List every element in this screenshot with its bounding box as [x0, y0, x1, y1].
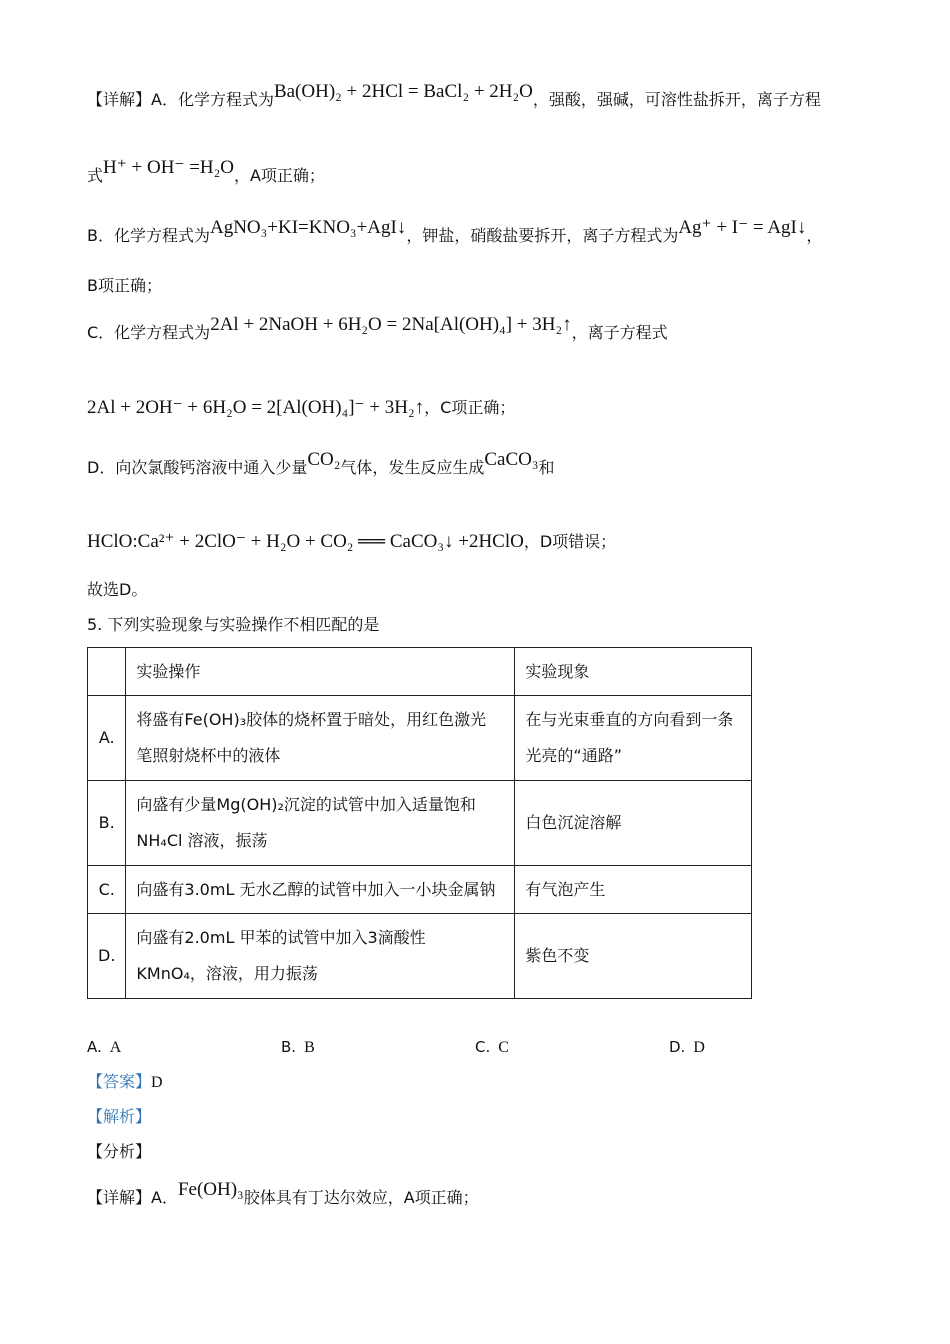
header-phenomenon: 实验现象	[515, 648, 752, 696]
row-option: D.	[88, 914, 126, 999]
equation-a: Ba(OH)₂ + 2HCl = BaCl₂ + 2H₂O	[273, 81, 533, 102]
choice-label: A.	[87, 1038, 102, 1056]
table-row	[88, 781, 752, 866]
explanation-b2-line: B项正确；	[87, 276, 162, 295]
choice-b	[281, 1038, 315, 1057]
explanation-c-line	[87, 314, 668, 343]
explanation-a-line	[87, 81, 821, 110]
equation-c: 2Al + 2NaOH + 6H₂O = 2Na[Al(OH)₄] + 3H₂↑	[210, 314, 572, 335]
choice-value: B	[304, 1039, 315, 1056]
table-row	[88, 866, 752, 914]
row-option: A.	[88, 696, 126, 781]
row-operation: 向盛有3.0mL 无水乙醇的试管中加入一小块金属钠	[126, 866, 515, 914]
explanation-b-prefix: B．化学方程式为	[87, 226, 210, 245]
table-row	[88, 696, 752, 781]
explanation-d2-suffix: ，D项错误；	[523, 532, 617, 551]
fenxi-label: 【分析】	[87, 1142, 152, 1161]
explanation-a2-prefix: 式	[87, 166, 104, 185]
detail-prefix: 【详解】A．	[87, 1188, 178, 1207]
explanation-d-prefix: D．向次氯酸钙溶液中通入少量	[87, 458, 308, 477]
row-option: B.	[88, 781, 126, 866]
explanation-c2-suffix: ，C项正确；	[424, 398, 516, 417]
choice-d	[669, 1038, 705, 1057]
row-operation-line: 笔照射烧杯中的液体	[136, 746, 281, 765]
conclusion-text: 故选D。	[87, 580, 148, 599]
row-phenomenon-line: 在与光束垂直的方向看到一条	[525, 710, 734, 729]
formula-co2: CO₂	[307, 449, 341, 470]
row-phenomenon	[515, 696, 752, 781]
table-row	[88, 914, 752, 999]
equation-d: HClO:Ca²⁺ + 2ClO⁻ + H₂O + CO₂ ══ CaCO₃↓ +2HClO	[87, 531, 524, 552]
equation-b-ionic: Ag⁺ + I⁻ = AgI↓	[678, 217, 807, 238]
table-header-row	[88, 648, 752, 696]
row-operation-line: 向盛有少量Mg(OH)₂沉淀的试管中加入适量饱和	[136, 795, 476, 814]
choice-value: A	[109, 1039, 122, 1056]
header-empty-cell	[88, 648, 126, 696]
row-phenomenon-line: 光亮的“通路”	[525, 746, 622, 765]
answer-label: 【答案】	[87, 1072, 152, 1091]
explanation-c2-line	[87, 398, 515, 418]
answer-value: D	[151, 1074, 163, 1091]
choice-value: C	[498, 1039, 509, 1056]
choice-c	[475, 1038, 509, 1057]
row-operation	[126, 914, 515, 999]
row-operation-line: 向盛有2.0mL 甲苯的试管中加入3滴酸性	[136, 928, 426, 947]
row-phenomenon: 紫色不变	[515, 914, 752, 999]
choice-label: B.	[281, 1038, 297, 1056]
equation-b: AgNO₃+KI=KNO₃+AgI↓	[209, 217, 407, 238]
choice-value: D	[693, 1039, 705, 1056]
explanation-c-suffix: ，离子方程式	[571, 323, 668, 342]
choice-label: C.	[475, 1038, 491, 1056]
analysis-label: 【解析】	[87, 1107, 152, 1126]
header-operation: 实验操作	[126, 648, 515, 696]
row-operation-line: KMnO₄，溶液，用力振荡	[136, 964, 318, 983]
explanation-d-line	[87, 449, 555, 478]
explanation-b-mid: ，钾盐，硝酸盐要拆开，离子方程式为	[406, 226, 679, 245]
row-operation	[126, 696, 515, 781]
detail-line	[87, 1179, 479, 1208]
explanation-d-suffix: 和	[538, 458, 555, 477]
explanation-d-mid: 气体，发生反应生成	[340, 458, 485, 477]
experiment-table	[87, 647, 752, 999]
row-operation-line: NH₄Cl 溶液，振荡	[136, 831, 268, 850]
choice-a	[87, 1038, 121, 1057]
row-operation	[126, 781, 515, 866]
explanation-b-line	[87, 217, 823, 246]
explanation-a-prefix: 【详解】A．化学方程式为	[87, 90, 274, 109]
equation-a-ionic: H⁺ + OH⁻ =H₂O	[103, 157, 234, 178]
formula-feoh3: Fe(OH)₃	[177, 1179, 244, 1200]
explanation-a-suffix: ，强酸，强碱，可溶性盐拆开，离子方程	[532, 90, 821, 109]
formula-caco3: CaCO₃	[484, 449, 539, 470]
question-title: 5. 下列实验现象与实验操作不相匹配的是	[87, 615, 380, 634]
explanation-c-prefix: C．化学方程式为	[87, 323, 211, 342]
row-phenomenon: 白色沉淀溶解	[515, 781, 752, 866]
explanation-b-suffix: ，	[806, 226, 823, 245]
row-phenomenon: 有气泡产生	[515, 866, 752, 914]
explanation-a2-suffix: ，A项正确；	[233, 166, 325, 185]
row-operation-line: 将盛有Fe(OH)₃胶体的烧杯置于暗处，用红色激光	[136, 710, 487, 729]
explanation-a2-line	[87, 157, 325, 186]
answer-line	[87, 1072, 163, 1093]
equation-c-ionic: 2Al + 2OH⁻ + 6H₂O = 2[Al(OH)₄]⁻ + 3H₂↑	[87, 397, 425, 418]
detail-suffix: 胶体具有丁达尔效应，A项正确；	[243, 1188, 479, 1207]
explanation-d2-line	[87, 532, 616, 552]
choice-label: D.	[669, 1038, 686, 1056]
row-option: C.	[88, 866, 126, 914]
